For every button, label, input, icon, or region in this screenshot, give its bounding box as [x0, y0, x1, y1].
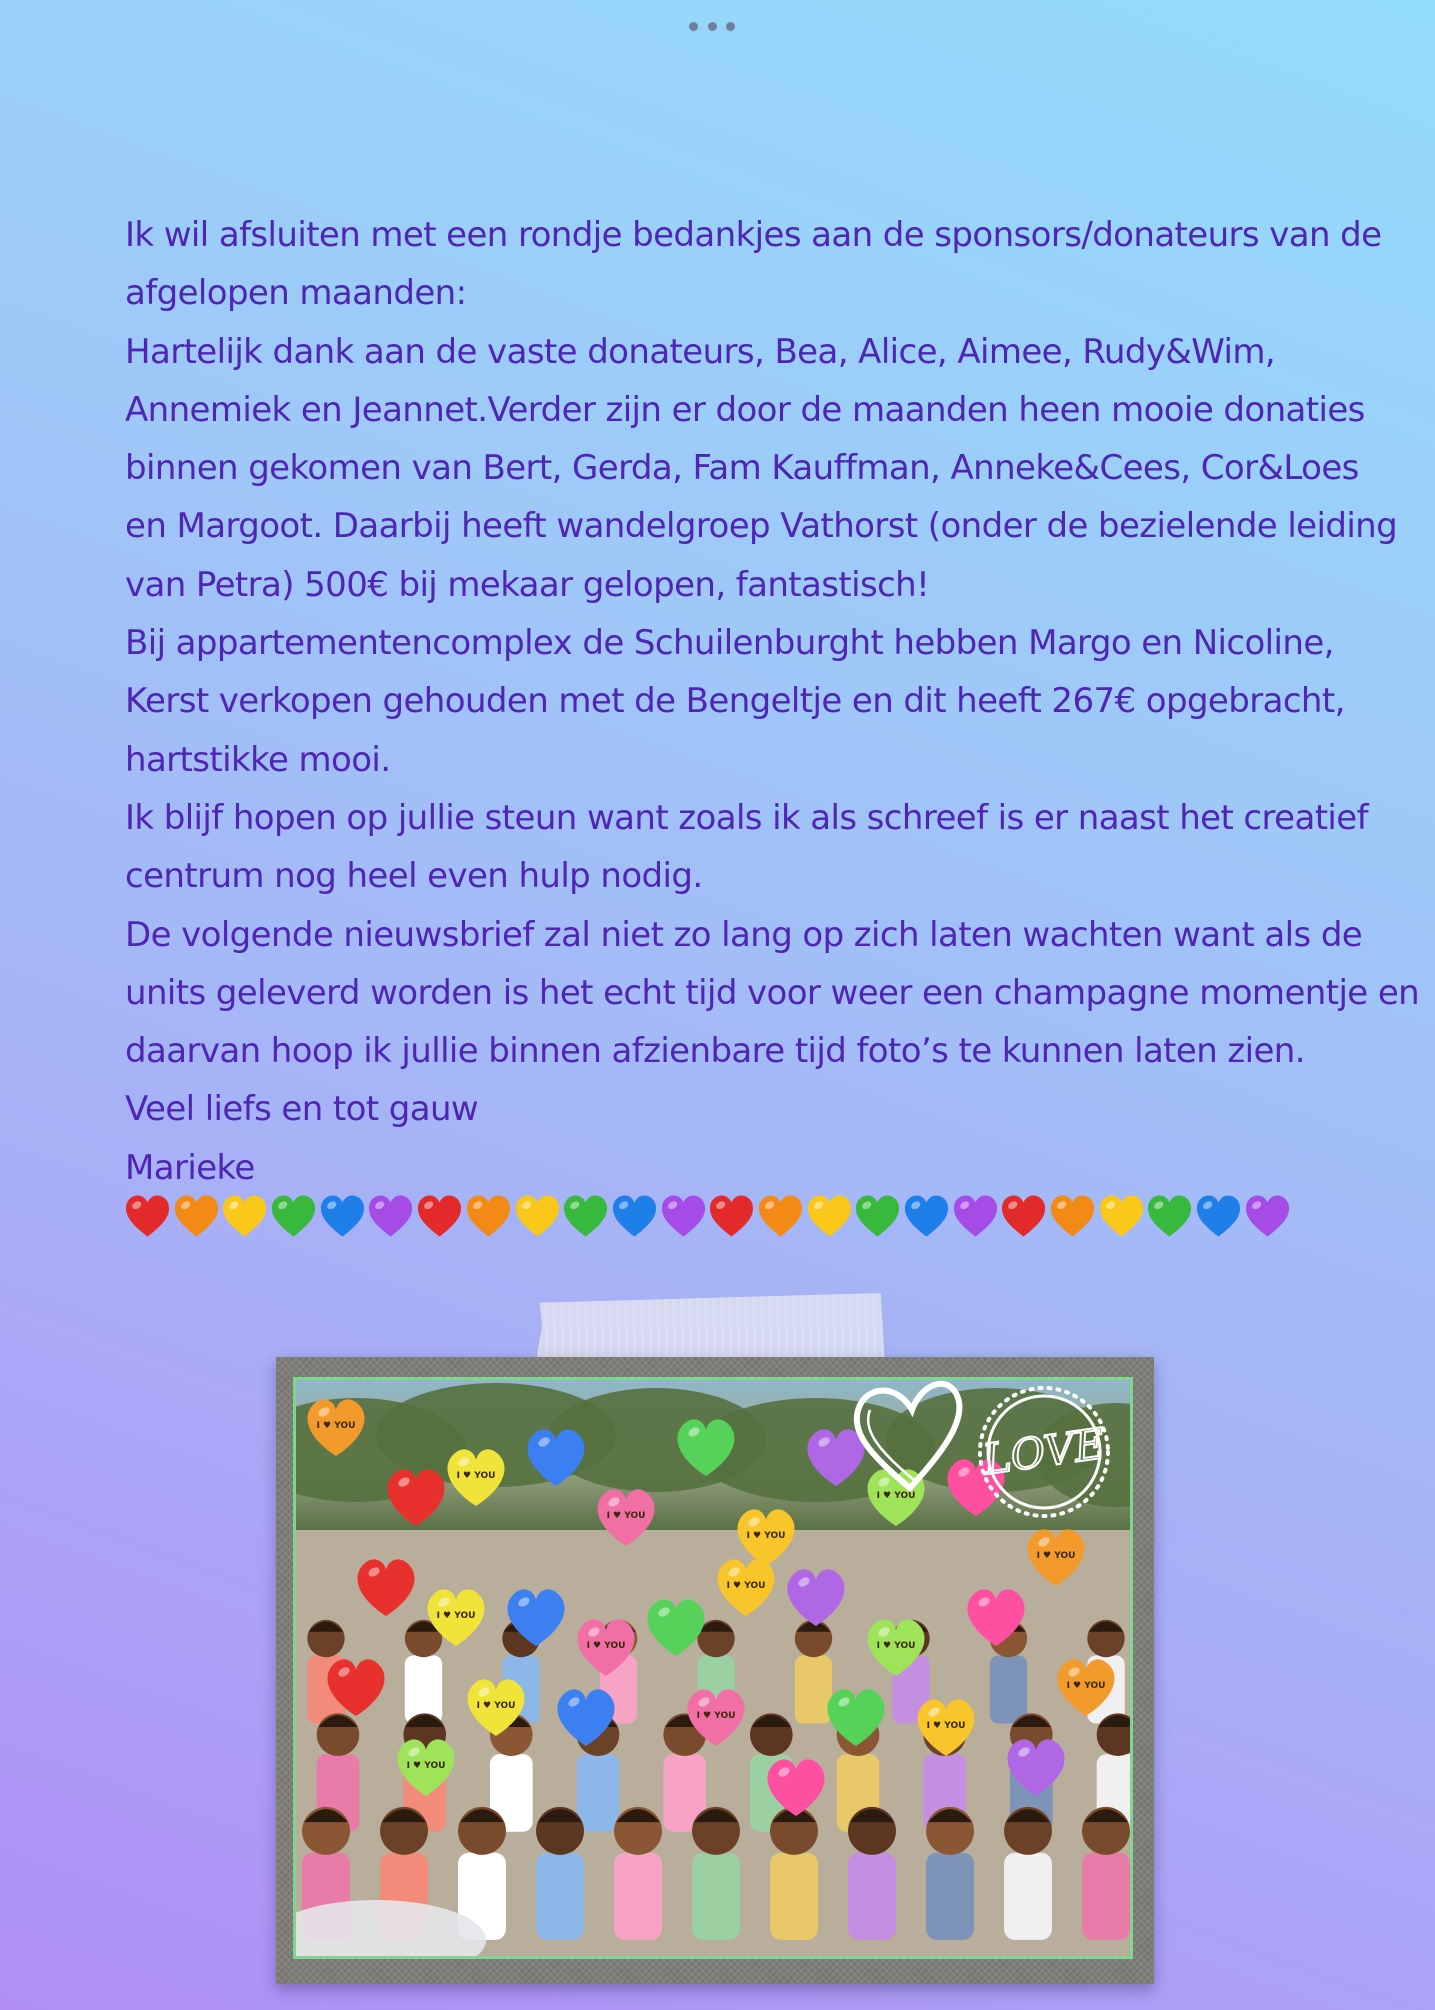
- letter-line: De volgende nieuwsbrief zal niet zo lang op zich laten wachten want als de: [125, 914, 1363, 955]
- child-figure: [405, 1620, 442, 1724]
- child-figure: [614, 1807, 662, 1940]
- letter-line: hartstikke mooi.: [125, 739, 391, 780]
- balloon-text: I ♥ YOU: [436, 1611, 476, 1621]
- letter-line: units geleverd worden is het echt tijd voor weer een champagne momentje en: [125, 972, 1420, 1013]
- dot: [726, 22, 735, 31]
- love-doodle-text: LOVE: [979, 1418, 1109, 1485]
- letter-line: Hartelijk dank aan de vaste donateurs, Bea, Alice, Aimee, Rudy&Wim,: [125, 331, 1276, 372]
- purple-heart-icon: [367, 1194, 414, 1240]
- balloon-text: I ♥ YOU: [456, 1471, 496, 1481]
- yellow-heart-icon: [514, 1194, 561, 1240]
- green-heart-icon: [270, 1194, 317, 1240]
- letter-line: daarvan hoop ik jullie binnen afzienbare tijd foto’s te kunnen laten zien.: [125, 1031, 1305, 1072]
- child-figure: [795, 1620, 832, 1724]
- purple-heart-icon: [1244, 1194, 1291, 1240]
- letter-line: Ik blijf hopen op jullie steun want zoals ik als schreef is er naast het creatief: [125, 797, 1368, 838]
- balloon-text: I ♥ YOU: [316, 1421, 356, 1431]
- balloon-text: I ♥ YOU: [726, 1581, 766, 1591]
- letter-line: van Petra) 500€ bij mekaar gelopen, fantastisch!: [125, 564, 930, 605]
- blue-heart-icon: [319, 1194, 366, 1240]
- balloon-text: I ♥ YOU: [586, 1641, 626, 1651]
- purple-heart-icon: [952, 1194, 999, 1240]
- more-options-icon[interactable]: [689, 19, 735, 33]
- balloon-text: I ♥ YOU: [406, 1761, 446, 1771]
- love-doodle-icon: [840, 1360, 1140, 1530]
- balloon-text: I ♥ YOU: [696, 1711, 736, 1721]
- signature-name: Marieke: [125, 1147, 255, 1188]
- balloon-text: I ♥ YOU: [1066, 1681, 1106, 1691]
- balloon-text: I ♥ YOU: [746, 1531, 786, 1541]
- letter-line: Annemiek en Jeannet.Verder zijn er door de maanden heen mooie donaties: [125, 389, 1365, 430]
- green-heart-icon: [1146, 1194, 1193, 1240]
- yellow-heart-icon: [806, 1194, 853, 1240]
- orange-heart-icon: [757, 1194, 804, 1240]
- dot: [689, 22, 698, 31]
- balloon-text: I ♥ YOU: [876, 1491, 916, 1501]
- green-heart-icon: [562, 1194, 609, 1240]
- letter-line: centrum nog heel even hulp nodig.: [125, 856, 703, 897]
- balloon-text: I ♥ YOU: [606, 1511, 646, 1521]
- letter-line: Bij appartementencomplex de Schuilenburght hebben Margo en Nicoline,: [125, 623, 1334, 664]
- red-heart-icon: [1000, 1194, 1047, 1240]
- purple-heart-icon: [660, 1194, 707, 1240]
- letter-line: Kerst verkopen gehouden met de Bengeltje en dit heeft 267€ opgebracht,: [125, 681, 1345, 722]
- red-heart-icon: [708, 1194, 755, 1240]
- child-figure: [1004, 1807, 1052, 1940]
- thank-you-letter: [125, 206, 1420, 1197]
- balloon-text: I ♥ YOU: [926, 1721, 966, 1731]
- yellow-heart-icon: [1098, 1194, 1145, 1240]
- dot: [708, 22, 717, 31]
- letter-line: Ik wil afsluiten met een rondje bedankjes aan de sponsors/donateurs van de: [125, 215, 1382, 255]
- balloon-text: I ♥ YOU: [476, 1701, 516, 1711]
- blue-heart-icon: [611, 1194, 658, 1240]
- child-figure: [848, 1807, 896, 1940]
- red-heart-icon: [124, 1194, 171, 1240]
- child-figure: [692, 1807, 740, 1940]
- letter-line: afgelopen maanden:: [125, 273, 467, 314]
- rainbow-heart-row: [124, 1194, 1291, 1246]
- orange-heart-icon: [465, 1194, 512, 1240]
- blue-heart-icon: [1195, 1194, 1242, 1240]
- blue-heart-icon: [903, 1194, 950, 1240]
- letter-line: en Margoot. Daarbij heeft wandelgroep Vathorst (onder de bezielende leiding: [125, 506, 1398, 547]
- red-heart-icon: [416, 1194, 463, 1240]
- closing-greeting: Veel liefs en tot gauw: [125, 1089, 479, 1130]
- child-figure: [770, 1807, 818, 1940]
- child-figure: [926, 1807, 974, 1940]
- balloon-text: I ♥ YOU: [1036, 1551, 1076, 1561]
- orange-heart-icon: [173, 1194, 220, 1240]
- green-heart-icon: [854, 1194, 901, 1240]
- orange-heart-icon: [1049, 1194, 1096, 1240]
- letter-line: binnen gekomen van Bert, Gerda, Fam Kauffman, Anneke&Cees, Cor&Loes: [125, 448, 1359, 489]
- child-figure: [1082, 1807, 1130, 1940]
- balloon-text: I ♥ YOU: [876, 1641, 916, 1651]
- child-figure: [536, 1807, 584, 1940]
- yellow-heart-icon: [221, 1194, 268, 1240]
